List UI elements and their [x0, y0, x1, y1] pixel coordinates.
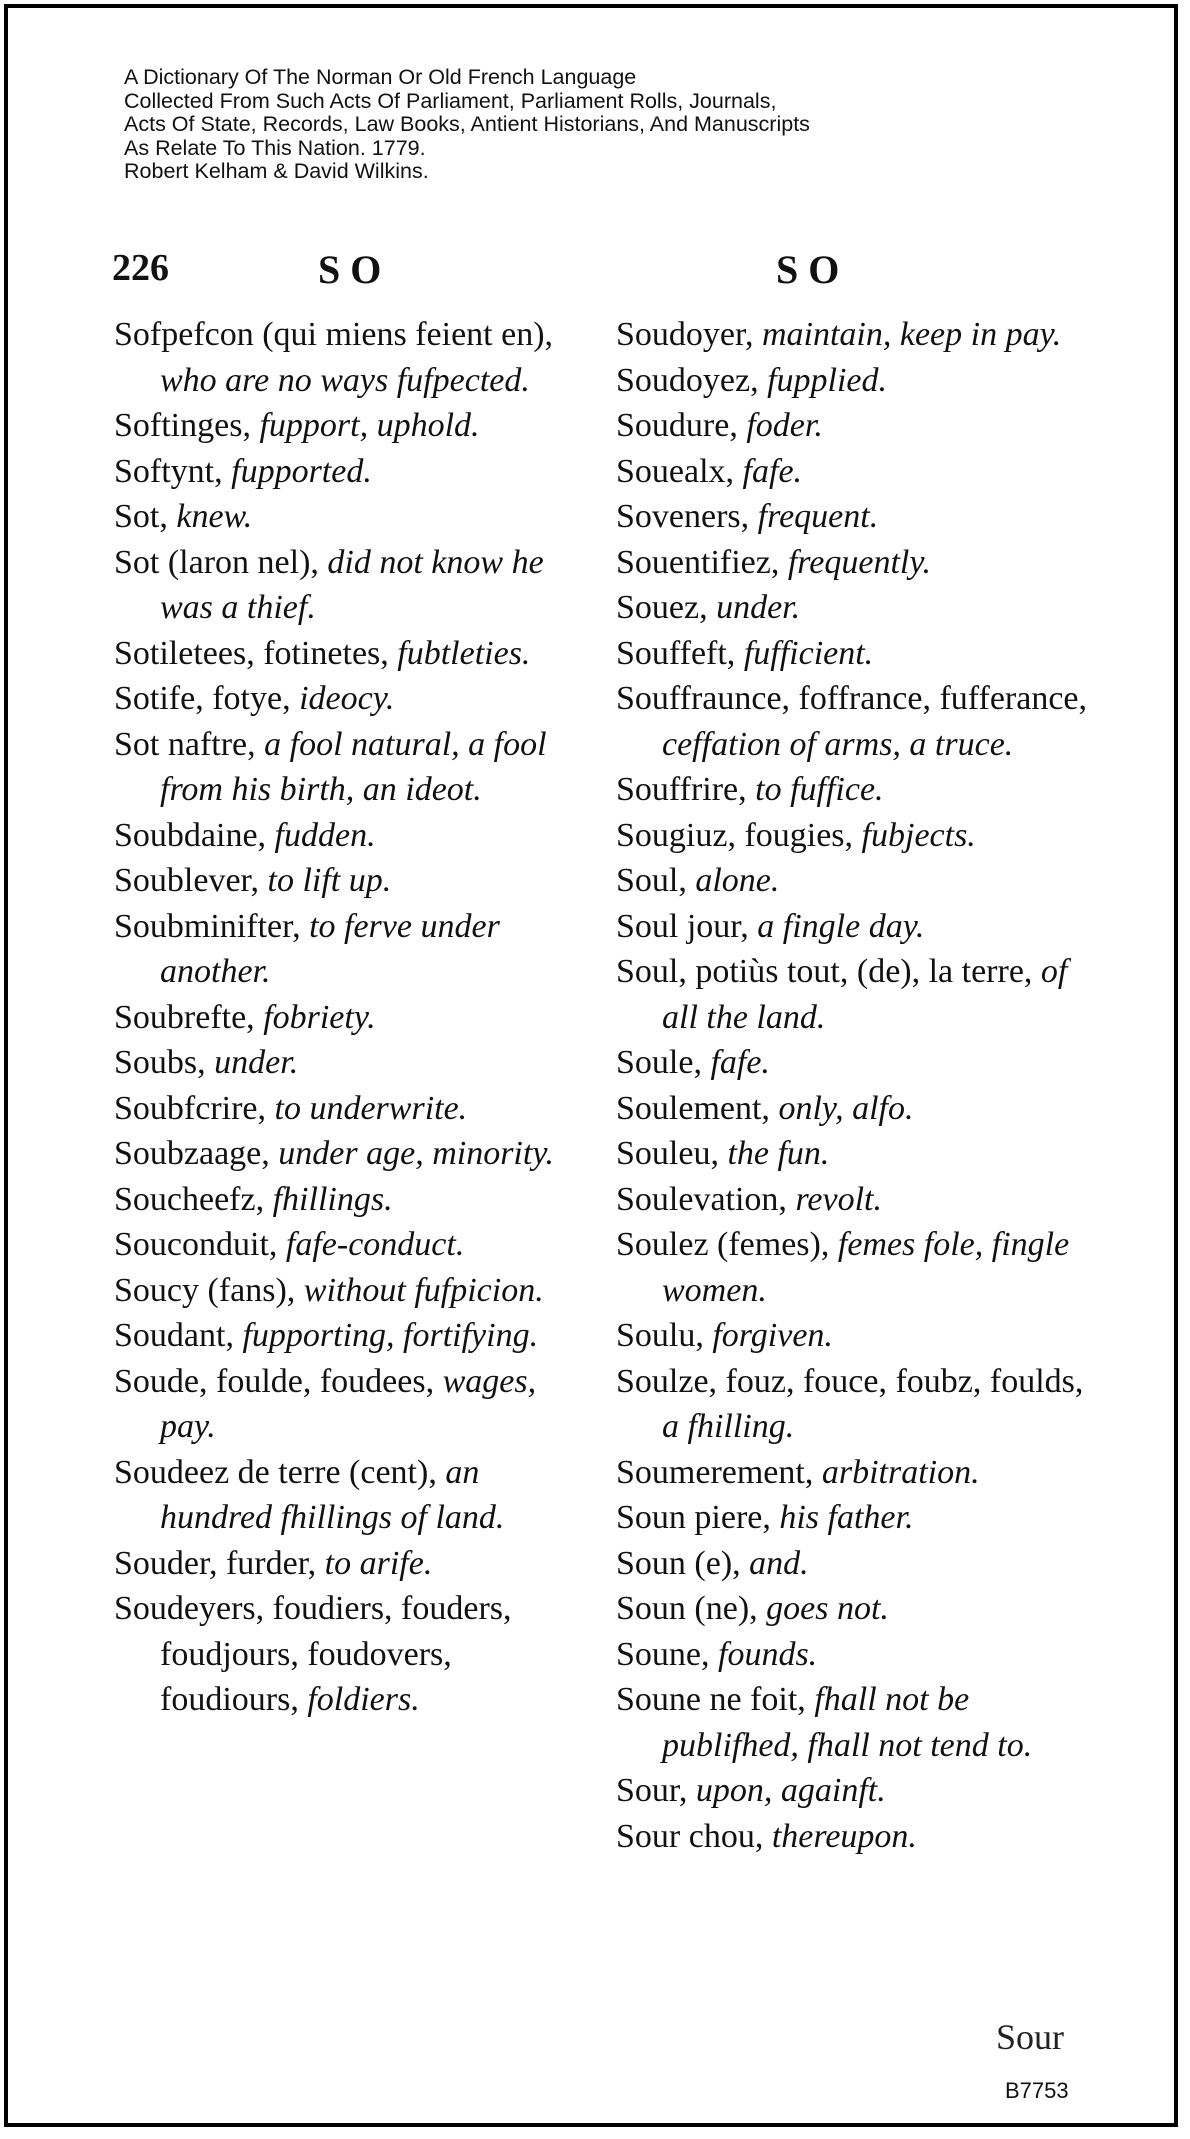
entry-definition: fafe. [742, 452, 803, 490]
entry-definition: did not know he was a thief. [160, 543, 544, 626]
dictionary-entry [616, 1632, 1098, 1678]
entry-headword: Soudant, [114, 1317, 234, 1354]
dictionary-entry [616, 1677, 1098, 1768]
entry-definition: maintain, keep in pay. [761, 316, 1062, 353]
document-identifier: B7753 [1005, 2078, 1069, 2103]
entry-headword: Soubdaine, [114, 816, 267, 854]
entry-definition: the fun. [727, 1135, 830, 1172]
header-line-2: Collected From Such Acts Of Parliament, Parliament Rolls, Journals, [124, 88, 777, 113]
entry-headword: Soul jour, [616, 907, 749, 945]
entry-headword: Soun (ne), [616, 1590, 758, 1627]
entry-headword: Souffeft, [616, 634, 736, 672]
entry-headword: Soulement, [616, 1089, 770, 1127]
entry-definition: fobriety. [263, 998, 376, 1036]
header-line-5: Robert Kelham & David Wilkins. [124, 159, 429, 183]
entry-headword: Softynt, [114, 452, 223, 490]
entry-definition: fupporting, fortifying. [242, 1317, 539, 1354]
entry-headword: Soule, [616, 1044, 702, 1081]
dictionary-entry [616, 767, 1098, 813]
entry-headword: Soudeez de terre (cent), [114, 1453, 437, 1491]
entry-headword: Sour chou, [616, 1817, 764, 1855]
entry-headword: Soubminifter, [114, 907, 301, 945]
dictionary-entry [114, 722, 584, 813]
dictionary-entry [114, 813, 584, 859]
entry-definition: alone. [695, 862, 780, 899]
dictionary-entry [616, 1495, 1098, 1541]
page-number: 226 [112, 247, 169, 289]
entry-definition: a fool natural, a fool from his birth, an ideot. [160, 725, 547, 808]
entry-definition: ideocy. [299, 680, 395, 717]
entry-definition: fupport, uphold. [259, 407, 480, 444]
dictionary-entry [114, 1086, 584, 1132]
entry-headword: Soublever, [114, 862, 259, 899]
entry-headword: Soveners, [616, 498, 750, 535]
left-column [114, 312, 584, 1723]
entry-definition: fhall not be publifhed, fhall not tend to. [662, 1681, 1033, 1764]
dictionary-entry [616, 494, 1098, 540]
entry-headword: Soucheefz, [114, 1180, 265, 1218]
entry-definition: to arife. [324, 1544, 433, 1582]
entry-definition: an hundred fhillings of land. [160, 1453, 505, 1536]
entry-headword: Soune, [616, 1635, 710, 1673]
dictionary-entry [114, 1131, 584, 1177]
entry-headword: Sotiletees, fotinetes, [114, 634, 389, 672]
entry-definition: forgiven. [712, 1317, 833, 1354]
dictionary-entry [114, 995, 584, 1041]
entry-headword: Soude, foulde, foudees, [114, 1362, 435, 1400]
entry-headword: Sot (laron nel), [114, 543, 319, 581]
entry-definition: to fuffice. [755, 771, 884, 808]
entry-headword: Soulu, [616, 1317, 704, 1354]
entry-headword: Soumerement, [616, 1453, 814, 1491]
entry-headword: Soubs, [114, 1044, 206, 1081]
dictionary-entry [616, 585, 1098, 631]
dictionary-entry [114, 403, 584, 449]
entry-headword: Sour, [616, 1772, 688, 1809]
dictionary-entry [616, 1177, 1098, 1223]
dictionary-entry [114, 1268, 584, 1314]
entry-headword: Softinges, [114, 407, 251, 444]
entry-definition: a fingle day. [757, 907, 925, 945]
entry-headword: Soulez (femes), [616, 1226, 830, 1263]
entry-headword: Soul, [616, 862, 687, 899]
entry-definition: and. [749, 1544, 809, 1582]
dictionary-entry [616, 1768, 1098, 1814]
dictionary-entry [616, 1586, 1098, 1632]
dictionary-entry [114, 676, 584, 722]
dictionary-entry [616, 1814, 1098, 1860]
entry-definition: fafe. [710, 1044, 770, 1081]
entry-headword: Souconduit, [114, 1226, 278, 1263]
entry-headword: Soun (e), [616, 1544, 741, 1582]
entry-definition: fhillings. [272, 1180, 393, 1218]
dictionary-entry [114, 1541, 584, 1587]
dictionary-entry [114, 1177, 584, 1223]
dictionary-entry [616, 813, 1098, 859]
dictionary-entry [616, 904, 1098, 950]
entry-definition: upon, againft. [695, 1772, 886, 1809]
entry-definition: revolt. [795, 1180, 882, 1218]
running-head-left: SO [318, 247, 392, 292]
dictionary-entry [114, 1313, 584, 1359]
entry-headword: Soune ne foit, [616, 1681, 806, 1718]
entry-headword: Souleu, [616, 1135, 719, 1172]
entry-headword: Soulevation, [616, 1180, 787, 1218]
entry-definition: under. [716, 589, 801, 626]
dictionary-entry [616, 1313, 1098, 1359]
dictionary-entry [616, 631, 1098, 677]
entry-definition: a fhilling. [662, 1408, 795, 1445]
dictionary-entry [114, 631, 584, 677]
dictionary-entry [114, 1450, 584, 1541]
dictionary-entry [114, 1222, 584, 1268]
entry-headword: Sougiuz, fougies, [616, 816, 854, 854]
dictionary-entry [616, 1131, 1098, 1177]
entry-headword: Souffrire, [616, 771, 747, 808]
header-line-4: As Relate To This Nation. 1779. [124, 135, 426, 160]
entry-definition: who are no ways fufpected. [160, 361, 530, 399]
dictionary-entry [114, 1586, 584, 1723]
entry-headword: Sot, [114, 498, 168, 535]
dictionary-entry [616, 1040, 1098, 1086]
entry-headword: Soubzaage, [114, 1135, 270, 1172]
entry-definition: fupported. [231, 452, 372, 490]
entry-definition: fupplied. [767, 361, 888, 399]
entry-definition: only, alfo. [778, 1089, 914, 1127]
dictionary-entry [616, 540, 1098, 586]
entry-headword: Soul, potiùs tout, (de), la terre, [616, 953, 1033, 990]
dictionary-entry [616, 1541, 1098, 1587]
dictionary-entry [616, 449, 1098, 495]
entry-headword: Soudoyer, [616, 316, 754, 353]
entry-definition: knew. [176, 498, 253, 535]
dictionary-entry [616, 1222, 1098, 1313]
entry-headword: Soudoyez, [616, 361, 759, 399]
entry-definition: to lift up. [267, 862, 392, 899]
entry-definition: fufficient. [743, 634, 874, 672]
dictionary-entry [114, 904, 584, 995]
entry-definition: thereupon. [771, 1817, 917, 1855]
entry-definition: wages, pay. [160, 1362, 537, 1445]
entry-definition: foder. [746, 407, 823, 444]
entry-headword: Sotife, fotye, [114, 680, 291, 717]
dictionary-entry [616, 858, 1098, 904]
entry-definition: fafe-conduct. [285, 1226, 465, 1263]
entry-definition: fubtleties. [397, 634, 531, 672]
entry-definition: fudden. [274, 816, 376, 854]
entry-definition: without fufpicion. [303, 1271, 544, 1309]
entry-definition: frequent. [757, 498, 879, 535]
catchword: Sour [996, 2017, 1065, 2057]
entry-headword: Souffraunce, foffrance, fufferance, [616, 680, 1088, 717]
entry-headword: Soudure, [616, 407, 738, 444]
entry-definition: goes not. [766, 1590, 889, 1627]
dictionary-entry [616, 1450, 1098, 1496]
header-line-3: Acts Of State, Records, Law Books, Antient Historians, And Manuscripts [124, 112, 810, 136]
dictionary-entry [114, 449, 584, 495]
dictionary-entry [616, 676, 1098, 767]
dictionary-entry [114, 494, 584, 540]
entry-definition: femes fole, fingle women. [662, 1226, 1070, 1309]
entry-headword: Sot naftre, [114, 725, 256, 763]
dictionary-entry [616, 1359, 1098, 1450]
dictionary-entry [114, 540, 584, 631]
entry-definition: his father. [779, 1499, 914, 1536]
entry-headword: Soubrefte, [114, 998, 255, 1036]
entry-definition: of all the land. [662, 953, 1068, 1036]
entry-headword: Souealx, [616, 452, 735, 490]
dictionary-entry [114, 1359, 584, 1450]
dictionary-entry [616, 949, 1098, 1040]
entry-headword: Souentifiez, [616, 543, 780, 581]
entry-definition: to ferve under another. [160, 907, 500, 990]
running-head-right: SO [776, 247, 850, 292]
entry-definition: fubjects. [861, 816, 976, 854]
entry-definition: to underwrite. [274, 1089, 468, 1127]
entry-headword: Souder, furder, [114, 1544, 317, 1582]
right-column [616, 312, 1098, 1859]
entry-headword: Souez, [616, 589, 708, 626]
entry-definition: ceffation of arms, a truce. [662, 725, 1014, 763]
entry-definition: arbitration. [821, 1453, 980, 1491]
entry-headword: Soudeyers, foudiers, fouders, foudjours, foudovers, foudiours, [114, 1590, 512, 1718]
entry-headword: Soubfcrire, [114, 1089, 267, 1127]
dictionary-entry [114, 312, 584, 403]
entry-headword: Soun piere, [616, 1499, 771, 1536]
entry-definition: under. [214, 1044, 299, 1081]
dictionary-entry [616, 403, 1098, 449]
entry-definition: under age, minority. [278, 1135, 555, 1172]
dictionary-entry [114, 858, 584, 904]
entry-headword: Soulze, fouz, fouce, foubz, foulds, [616, 1362, 1084, 1400]
dictionary-entry [616, 1086, 1098, 1132]
entry-definition: foldiers. [307, 1681, 420, 1718]
dictionary-entry [616, 358, 1098, 404]
header-line-1: A Dictionary Of The Norman Or Old French Language [124, 65, 637, 89]
title-header [124, 66, 1104, 184]
entry-headword: Soucy (fans), [114, 1271, 296, 1309]
dictionary-entry [114, 1040, 584, 1086]
entry-definition: founds. [718, 1635, 818, 1673]
entry-definition: frequently. [787, 543, 932, 581]
entry-headword: Sofpefcon (qui miens feient en), [114, 316, 554, 353]
dictionary-entry [616, 312, 1098, 358]
